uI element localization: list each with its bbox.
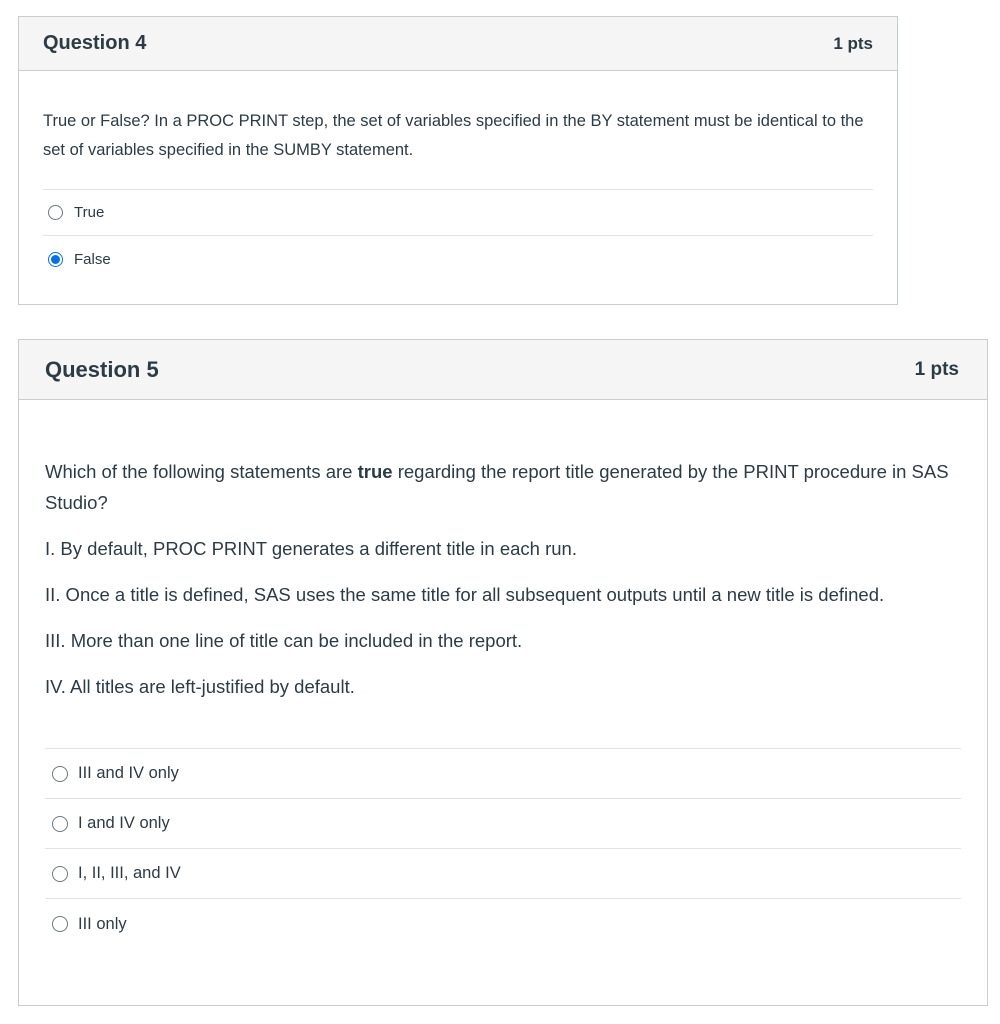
- answer-label: I, II, III, and IV: [78, 864, 181, 882]
- answer-label: I and IV only: [78, 814, 170, 832]
- statement-1: I. By default, PROC PRINT generates a different title in each run.: [45, 538, 577, 559]
- question-5-points: 1 pts: [914, 358, 959, 380]
- statement-4: IV. All titles are left-justified by default.: [45, 676, 355, 697]
- answer-false[interactable]: [43, 236, 873, 282]
- answer-label: False: [74, 250, 111, 268]
- answer-option-1[interactable]: [45, 749, 961, 799]
- intro-text: regarding the report title generated by the PRINT procedure in SAS Studio?: [45, 461, 949, 513]
- answer-true[interactable]: [43, 190, 873, 236]
- statement-3: III. More than one line of title can be included in the report.: [45, 630, 523, 651]
- question-5-header: [19, 340, 987, 400]
- question-4-card: [18, 16, 898, 305]
- answer-label: III and IV only: [78, 764, 179, 782]
- radio-true[interactable]: [48, 205, 63, 220]
- question-4-points: 1 pts: [833, 33, 873, 53]
- intro-text: Which of the following statements are: [45, 461, 358, 482]
- question-5-intro: [45, 456, 961, 518]
- radio-option-2[interactable]: [52, 816, 68, 832]
- question-4-title: Question 4: [43, 32, 147, 54]
- question-5-title: Question 5: [45, 356, 159, 382]
- question-4-answers: [43, 189, 873, 282]
- question-4-body: [19, 71, 897, 282]
- question-5-body: [19, 400, 987, 949]
- question-4-text: True or False? In a PROC PRINT step, the set of variables specified in the BY statement must be identical to the set of variables specified in the SUMBY statement.: [43, 112, 864, 159]
- answer-label: True: [74, 204, 105, 221]
- question-5-answers: [45, 748, 961, 949]
- statement-2: II. Once a title is defined, SAS uses the same title for all subsequent outputs until a new title is defined.: [45, 584, 885, 605]
- answer-option-3[interactable]: [45, 849, 961, 899]
- answer-label: III only: [78, 914, 127, 933]
- question-4-header: [19, 17, 897, 71]
- radio-false[interactable]: [48, 252, 63, 267]
- answer-option-4[interactable]: [45, 899, 961, 949]
- answer-option-2[interactable]: [45, 799, 961, 849]
- radio-option-4[interactable]: [52, 916, 68, 932]
- radio-option-3[interactable]: [52, 866, 68, 882]
- radio-option-1[interactable]: [52, 766, 68, 782]
- intro-bold: true: [357, 461, 393, 482]
- question-5-card: [18, 339, 988, 1006]
